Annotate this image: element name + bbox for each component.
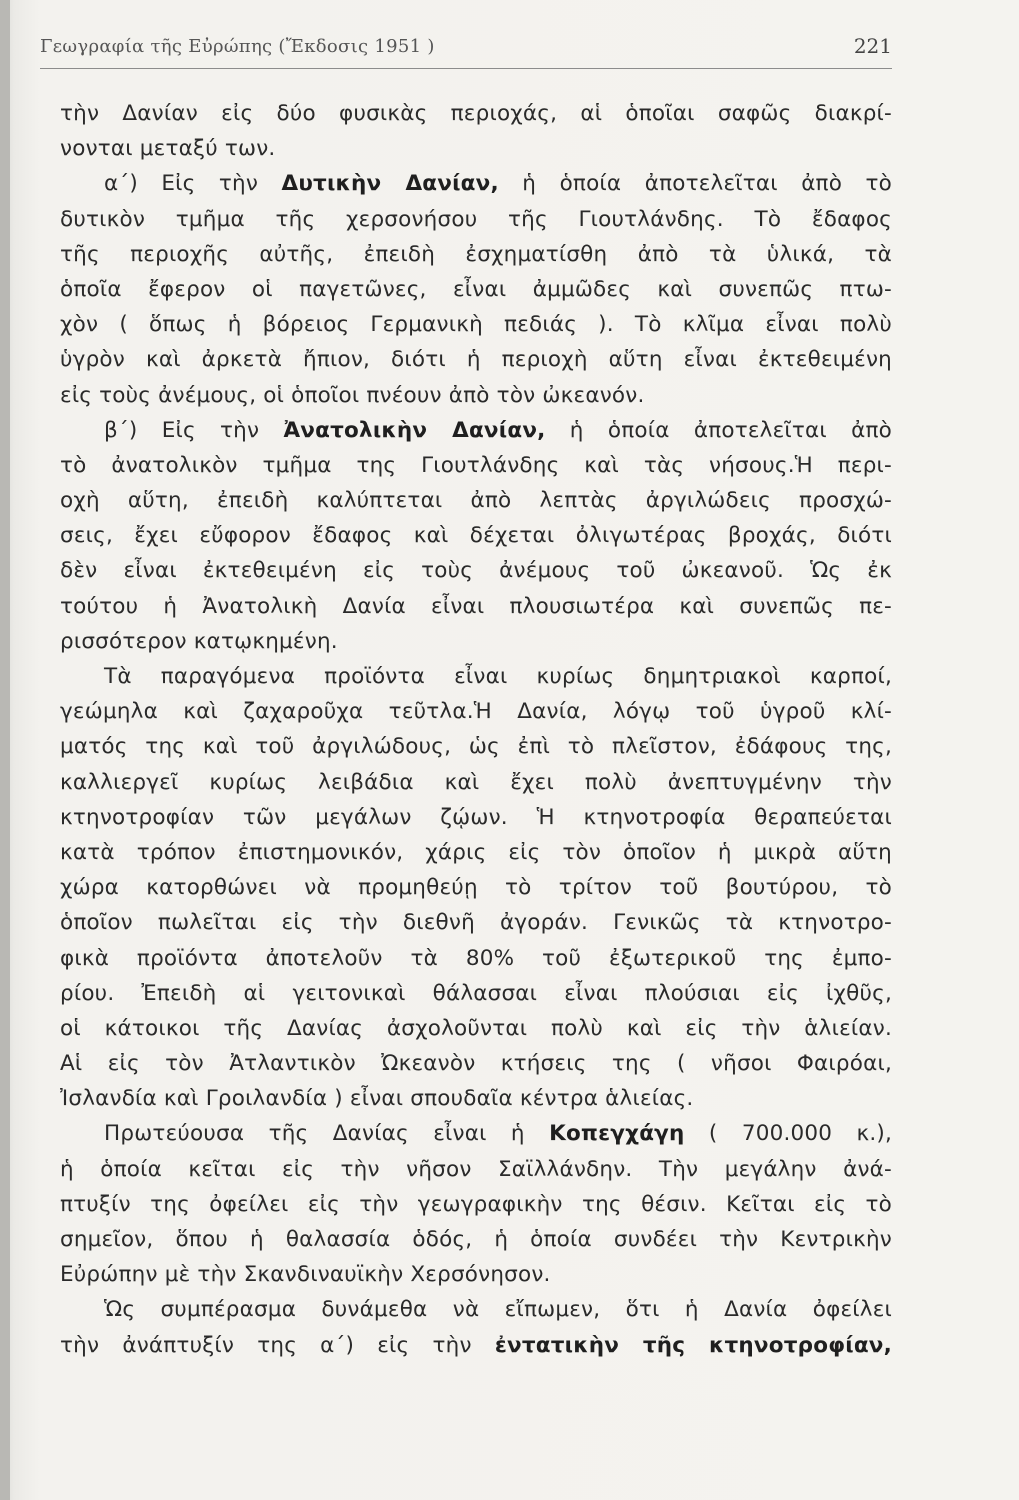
text-line: δυτικὸν τμῆμα τῆς χερσονήσου τῆς Γιουτλάνδης. Τὸ ἔδαφος	[60, 206, 892, 232]
text-line: σεις, ἔχει εὔφορον ἔδαφος καὶ δέχεται ὀλιγωτέρας βροχάς, διότι	[60, 523, 892, 549]
text-line: γεώμηλα καὶ ζαχαροῦχα τεῦτλα.Ἡ Δανία, λόγῳ τοῦ ὑγροῦ κλί-	[60, 699, 892, 725]
text-line: οἱ κάτοικοι τῆς Δανίας ἀσχολοῦνται πολὺ καὶ εἰς τὴν ἁλιείαν.	[60, 1015, 892, 1041]
text-line: Αἱ εἰς τὸν Ἀτλαντικὸν Ὠκεανὸν κτήσεις της ( νῆσοι Φαιρόαι,	[60, 1051, 892, 1077]
term-west-denmark: Δυτικὴν Δανίαν,	[281, 171, 499, 197]
line-segment: ἡ ὁποία ἀποτελεῖται ἀπὸ	[545, 417, 892, 443]
text-line: ὑγρὸν καὶ ἀρκετὰ ἤπιον, διότι ἡ περιοχὴ αὕτη εἶναι ἐκτεθειμένη	[60, 347, 892, 373]
running-head: Γεωγραφία τῆς Εὐρώπης (Ἔκδοσις 1951 )	[40, 36, 435, 57]
text-line: κατὰ τρόπον ἐπιστημονικόν, χάρις εἰς τὸν ὁποῖον ἡ μικρὰ αὕτη	[60, 839, 892, 865]
text-line: Ἰσλανδία καὶ Γροιλανδία ) εἶναι σπουδαῖα κέντρα ἁλιείας.	[60, 1086, 694, 1112]
text-line: σημεῖον, ὅπου ἡ θαλασσία ὁδός, ἡ ὁποία συνδέει τὴν Κεντρικὴν	[60, 1227, 892, 1252]
text-line: ματός της καὶ τοῦ ἀργιλώδους, ὡς ἐπὶ τὸ πλεῖστον, ἐδάφους της,	[60, 734, 892, 760]
line-segment: α΄) Εἰς τὴν	[104, 171, 282, 197]
text-line: ἡ ὁποία κεῖται εἰς τὴν νῆσον Σαϊλλάνδην. Τὴν μεγάλην ἀνά-	[60, 1156, 892, 1182]
text-line: φικὰ προϊόντα ἀποτελοῦν τὰ 80% τοῦ ἐξωτερικοῦ της ἐμπο-	[60, 945, 892, 971]
body-text	[60, 96, 892, 1363]
term-east-denmark: Ἀνατολικὴν Δανίαν,	[283, 417, 546, 443]
text-line: τὸ ἀνατολικὸν τμῆμα της Γιουτλάνδης καὶ τὰς νήσους.Ἡ περι-	[60, 452, 892, 478]
line-segment: β΄) Εἰς τὴν	[104, 417, 284, 443]
term-copenhagen: Κοπεγχάγη	[549, 1121, 685, 1147]
text-line: ρισσότερον κατῳκημένη.	[60, 628, 338, 654]
text-line: νονται μεταξύ των.	[60, 136, 276, 162]
line-segment: ( 700.000 κ.),	[684, 1121, 892, 1147]
text-line	[60, 1116, 892, 1151]
page-gutter-shadow	[0, 0, 10, 1500]
page-number: 221	[853, 34, 892, 58]
text-line: τούτου ἡ Ἀνατολικὴ Δανία εἶναι πλουσιωτέρα καὶ συνεπῶς πε-	[60, 593, 892, 619]
text-line: χώρα κατορθώνει νὰ προμηθεύῃ τὸ τρίτον τοῦ βουτύρου, τὸ	[60, 875, 892, 901]
text-line	[60, 1328, 892, 1363]
line-segment: ἡ ὁποία ἀποτελεῖται ἀπὸ τὸ	[498, 171, 892, 197]
text-line: ὁποῖον πωλεῖται εἰς τὴν διεθνῆ ἀγοράν. Γενικῶς τὰ κτηνοτρο-	[60, 910, 892, 936]
line-segment: Πρωτεύουσα τῆς Δανίας εἶναι ἡ	[104, 1121, 550, 1147]
text-line: Ὡς συμπέρασμα δυνάμεθα νὰ εἴπωμεν, ὅτι ἡ Δανία ὀφείλει	[104, 1297, 892, 1323]
text-line: τῆς περιοχῆς αὐτῆς, ἐπειδὴ ἐσχηματίσθη ἀπὸ τὰ ὑλικά, τὰ	[60, 241, 892, 267]
page-header	[40, 30, 892, 64]
text-line: τὴν Δανίαν εἰς δύο φυσικὰς περιοχάς, αἱ ὁποῖαι σαφῶς διακρί-	[60, 101, 892, 126]
text-line: εἰς τοὺς ἀνέμους, οἱ ὁποῖοι πνέουν ἀπὸ τὸν ὠκεανόν.	[60, 382, 645, 408]
text-line	[60, 166, 892, 201]
header-rule	[40, 68, 892, 69]
line-segment: τὴν ἀνάπτυξίν της α΄) εἰς τὴν	[60, 1332, 495, 1358]
text-line: κτηνοτροφίαν τῶν μεγάλων ζῴων. Ἡ κτηνοτροφία θεραπεύεται	[60, 804, 892, 830]
term-intensive-livestock: ἐντατικὴν τῆς κτηνοτροφίαν,	[494, 1332, 892, 1358]
text-line: οχὴ αὕτη, ἐπειδὴ καλύπτεται ἀπὸ λεπτὰς ἀργιλώδεις προσχώ-	[60, 488, 892, 514]
text-line: δὲν εἶναι ἐκτεθειμένη εἰς τοὺς ἀνέμους τοῦ ὠκεανοῦ. Ὡς ἐκ	[60, 558, 892, 584]
text-line: Εὐρώπην μὲ τὴν Σκανδιναυϊκὴν Χερσόνησον.	[60, 1262, 551, 1288]
text-line: ρίου. Ἐπειδὴ αἱ γειτονικαὶ θάλασσαι εἶναι πλούσιαι εἰς ἰχθῦς,	[60, 980, 892, 1006]
text-line: χὸν ( ὅπως ἡ βόρειος Γερμανικὴ πεδιάς ). Τὸ κλῖμα εἶναι πολὺ	[60, 312, 892, 338]
text-line: καλλιεργεῖ κυρίως λειβάδια καὶ ἔχει πολὺ ἀνεπτυγμένην τὴν	[60, 769, 892, 795]
text-line	[60, 413, 892, 448]
text-line: πτυξίν της ὀφείλει εἰς τὴν γεωγραφικὴν της θέσιν. Κεῖται εἰς τὸ	[60, 1191, 892, 1217]
text-line: Τὰ παραγόμενα προϊόντα εἶναι κυρίως δημητριακοὶ καρποί,	[104, 664, 892, 689]
text-line: ὁποῖα ἔφερον οἱ παγετῶνες, εἶναι ἀμμῶδες καὶ συνεπῶς πτω-	[60, 276, 892, 302]
